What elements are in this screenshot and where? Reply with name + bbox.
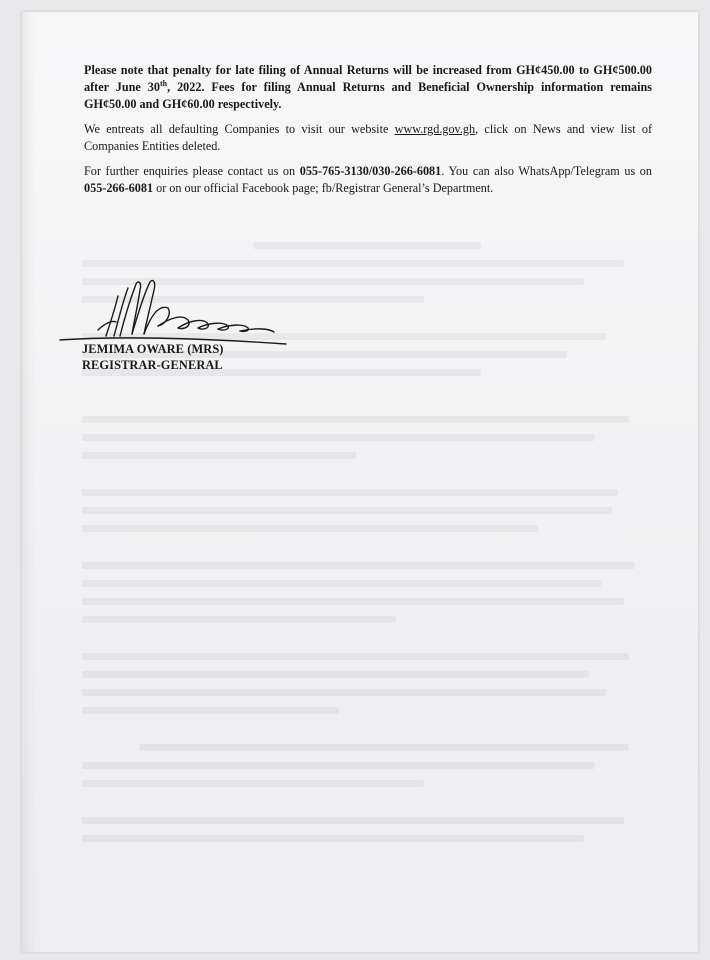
signature-block [58,274,298,384]
handwritten-signature [58,274,288,346]
phone-numbers: 055-765-3130/030-266-6081 [299,164,442,178]
website-link[interactable]: www.rgd.gov.gh [394,122,476,136]
whatsapp-number: 055-266-6081 [84,181,154,195]
penalty-paragraph: Please note that penalty for late filing of Annual Returns will be increased from GH¢450.00 to GH¢500.00 after June 30th, 2022. Fees for filing Annual Returns and Beneficial Ownership information remains GH¢50.00 and GH¢60.00 respectively. [84,63,652,111]
signer-title: REGISTRAR-GENERAL [82,358,223,372]
notice-body [84,62,652,205]
signer-name: JEMIMA OWARE (MRS) [82,342,224,356]
document-page [22,12,698,952]
contact-paragraph: For further enquiries please contact us on 055-765-3130/030-266-6081. You can also WhatsApp/Telegram us on 055-266-6081 or on our official Facebook page; fb/Registrar General’s Department. [84,164,652,195]
website-paragraph: We entreats all defaulting Companies to visit our website www.rgd.gov.gh, click on News and view list of Companies Entities deleted. [84,122,653,153]
